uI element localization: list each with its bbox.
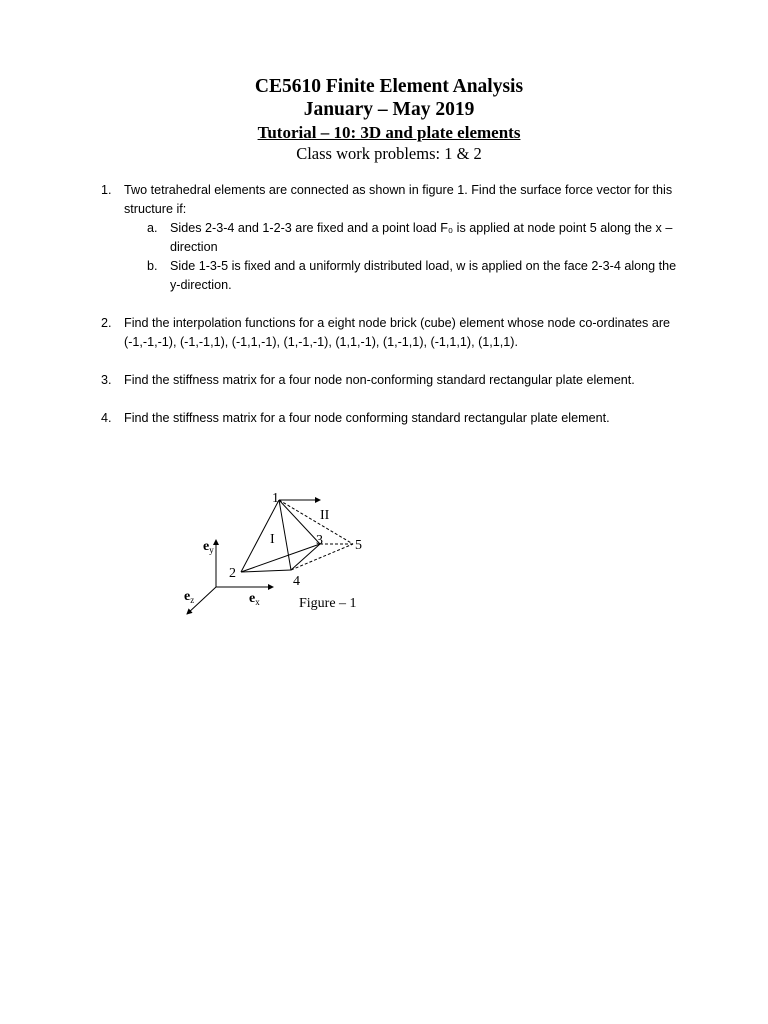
element-one-edges (241, 500, 320, 572)
problem-subitem (124, 219, 681, 257)
problem-item (101, 181, 681, 295)
element-label-two: II (320, 508, 330, 523)
subitem-label: a. (147, 221, 158, 235)
node-label-5: 5 (355, 538, 362, 553)
ex-axis-label: $e_x$ (249, 591, 260, 607)
problem-item (101, 314, 681, 352)
problem-list (101, 181, 681, 447)
edge-2-3 (241, 544, 320, 572)
tetrahedron-figure (175, 484, 375, 624)
edge-2-4 (241, 570, 291, 572)
problem-text: Find the stiffness matrix for a four node conforming standard rectangular plate element. (124, 411, 610, 425)
node-label-1: 1 (272, 491, 279, 506)
class-work-line: Class work problems: 1 & 2 (296, 144, 482, 163)
problem-text: Two tetrahedral elements are connected as shown in figure 1. Find the surface force vector for this structure if: (124, 183, 673, 216)
node-label-4: 4 (293, 574, 300, 589)
tetrahedron-diagram (175, 484, 375, 624)
element-label-one: I (270, 532, 275, 547)
problem-item (101, 371, 681, 390)
problem-text: Find the stiffness matrix for a four node non-conforming standard rectangular plate element. (124, 373, 635, 387)
problem-subitem (124, 257, 681, 295)
problem-text: Find the interpolation functions for a eight node brick (cube) element whose node co-ordinates are (-1,-1,-1), (-1,-1,1), (-1,1,-1), (1,-1,-1), (1,1,-1), (1,-1,1), (-1,1,1), (1,1,1). (124, 316, 671, 349)
problem-number: 3. (101, 373, 112, 387)
problem-item (101, 409, 681, 428)
problem-number: 4. (101, 411, 112, 425)
subitem-text: Side 1-3-5 is fixed and a uniformly distributed load, w is applied on the face 2-3-4 along the y-direction. (170, 259, 677, 292)
problem-number: 2. (101, 316, 112, 330)
ez-axis-label: $e_z$ (184, 589, 195, 605)
subitem-text: Sides 2-3-4 and 1-2-3 are fixed and a point load F₀ is applied at node point 5 along the x –direction (170, 221, 673, 254)
figure-caption: Figure – 1 (299, 596, 357, 611)
node-label-2: 2 (229, 566, 236, 581)
node-label-3: 3 (316, 533, 323, 548)
course-title: CE5610 Finite Element Analysis (254, 76, 524, 97)
document-header (0, 76, 768, 165)
term-title: January – May 2019 (303, 99, 475, 120)
problem-number: 1. (101, 183, 112, 197)
subitem-label: b. (147, 259, 158, 273)
figure-labels (184, 491, 362, 611)
ey-axis-label: $e_y$ (203, 539, 214, 555)
tutorial-title: Tutorial – 10: 3D and plate elements (257, 123, 521, 142)
